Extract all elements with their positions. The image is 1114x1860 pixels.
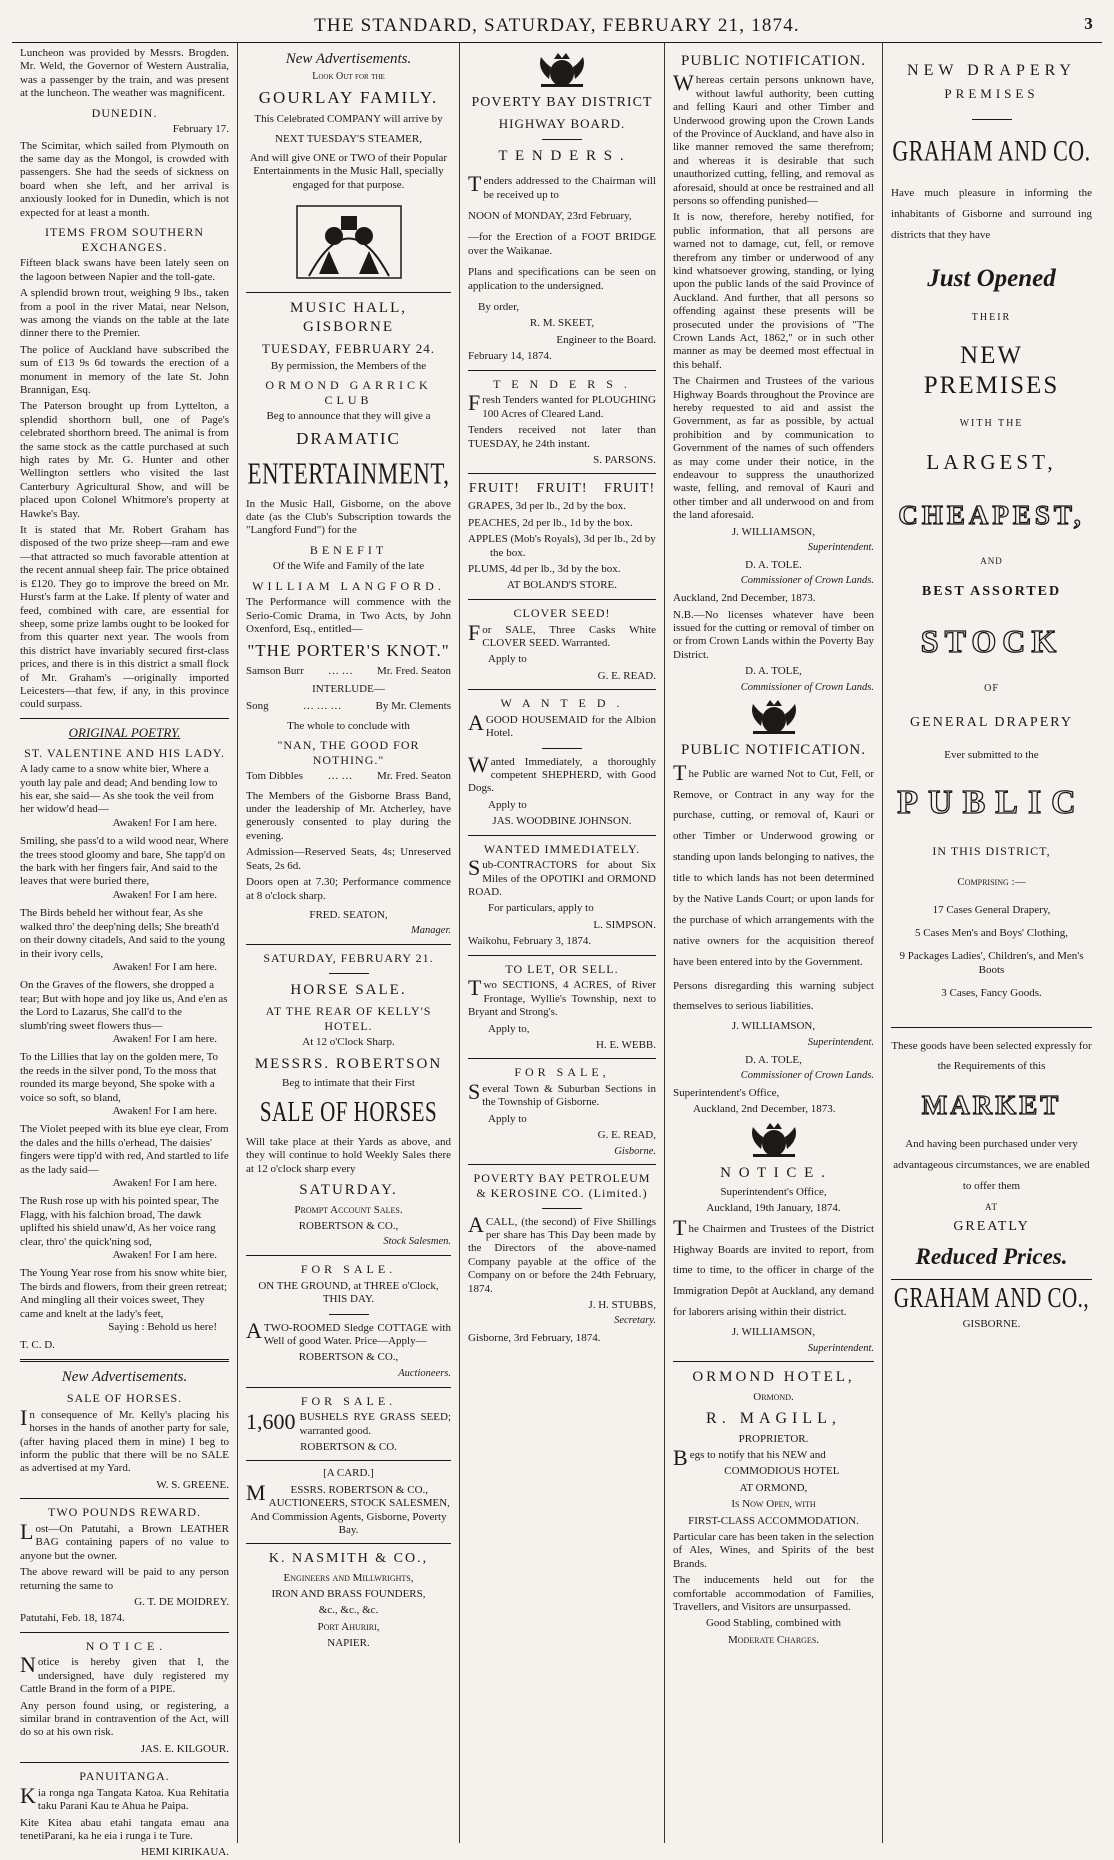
item-paragraph: The police of Auckland have subscribed the sum of £13 9s 6d towards the erection of a monument in memory of the late St. John Brannigan, Esq. — [20, 343, 229, 396]
poem-author: T. C. D. — [20, 1339, 55, 1352]
column-2 — [238, 43, 460, 1843]
stock-heading: STOCK — [920, 623, 1063, 660]
divider — [891, 1279, 1092, 1280]
divider — [246, 1543, 451, 1544]
poem-stanza: To the Lillies that lay on the golden mere, To the reeds in the silver pond, To the moss that rounded its marge beyond, She spoke with a voice so soft, so bland, Awaken! For I am here. — [20, 1051, 219, 1117]
masthead — [12, 10, 1102, 43]
cheapest-heading: CHEAPEST, — [898, 500, 1085, 531]
stubbs-title: Secretary. — [614, 1315, 656, 1327]
market-heading: MARKET — [921, 1090, 1062, 1121]
chairmen-text: The Chairmen and Trustees of the various Highway Boards throughout the Province are hereby requested to aid and assist the Government, as far as possible, by actual prohibition and by communication to Government of the names of such offenders as may come under their notice, in the endeavour to suppress the unauthorized waste, felling, and removal of Kauri and other timber and all underwood on and from the land aforesaid. — [673, 375, 874, 522]
langford-heading: WILLIAM LANGFORD. — [252, 578, 445, 593]
divider — [468, 955, 656, 956]
robertson-signature: ROBERTSON & CO., — [298, 1219, 399, 1232]
tole-title: Commissioner of Crown Lands. — [740, 575, 874, 587]
permission-line: By permission, the Members of the — [270, 359, 427, 372]
new-drapery-heading: NEW DRAPERY — [907, 62, 1076, 79]
sub-contractors-text: Sub-CONTRACTORS for about Six Miles of the OPOTIKI and ORMOND ROAD. — [468, 855, 656, 899]
fruit-heading: FRUIT! FRUIT! FRUIT! — [468, 481, 656, 497]
tole2-signature: D. A. TOLE, — [745, 665, 802, 678]
commodious-line: COMMODIOUS HOTEL — [724, 1465, 840, 1478]
begs-line: Begs to notify that his NEW and — [673, 1444, 826, 1470]
robertson-beg: Beg to intimate that their First — [282, 1076, 415, 1089]
panuitanga-heading: PANUITANGA. — [79, 1769, 170, 1784]
divider — [673, 1361, 874, 1362]
royal-crest-icon — [739, 698, 809, 736]
read2-place: Gisborne. — [614, 1145, 656, 1157]
board-heading-2: HIGHWAY BOARD. — [498, 116, 626, 132]
list-item: 9 Packages Ladies', Children's, and Men's Boots — [899, 950, 1084, 976]
announce-line: Beg to announce that they will give a — [266, 410, 431, 423]
dunedin-date: February 17. — [172, 123, 229, 136]
horses-signature: W. S. GREENE. — [156, 1478, 229, 1491]
poem-stanza: A lady came to a snow white bier, Where a youth lay pale and dead; And bending low to his ear, she said— As she took the veil from her widow'd head— Awaken! For I am here. — [20, 763, 218, 829]
short-rule — [542, 748, 582, 749]
music-hall-date: TUESDAY, FEBRUARY 24. — [262, 340, 435, 356]
kellys-line: AT THE REAR OF KELLY'S HOTEL. — [265, 1004, 432, 1033]
divider — [20, 718, 229, 719]
ever-line: Ever submitted to the — [944, 748, 1039, 761]
skeet-signature: R. M. SKEET, — [529, 317, 595, 330]
grass-text: BUSHELS RYE GRASS SEED; warranted good. — [299, 1411, 451, 1437]
just-opened: Just Opened — [927, 264, 1056, 292]
clover-apply: Apply to — [488, 653, 527, 666]
divider — [468, 599, 656, 600]
graham2-heading: GRAHAM AND CO., — [893, 1281, 1090, 1314]
of-line: OF — [984, 683, 999, 695]
notice-signature: JAS. E. KILGOUR. — [140, 1742, 229, 1755]
gourlay-text-3: And will give ONE or TWO of their Popular Entertainments in the Music Hall, specially engaged for that purpose. — [249, 152, 448, 191]
for-sale-heading: FOR SALE. — [300, 1262, 397, 1277]
column-1 — [12, 43, 238, 1859]
particular-text: Particular care has been taken in the selection of Ales, Wines, and Spirits of the best Brands. — [673, 1530, 874, 1570]
doors-text: Doors open at 7.30; Performance commence at 8 o'clock sharp. — [246, 876, 451, 902]
read-signature: G. E. READ. — [597, 669, 656, 682]
poem — [20, 763, 229, 1353]
district-line: IN THIS DISTRICT, — [932, 843, 1051, 858]
divider — [246, 1460, 451, 1461]
order-line: By order, — [478, 301, 520, 314]
public-notification-heading-2: PUBLIC NOTIFICATION. — [681, 742, 866, 759]
clover-text: For SALE, Three Casks White CLOVER SEED. Warranted. — [468, 619, 656, 649]
divider — [20, 1359, 229, 1362]
boland-line: AT BOLAND'S STORE. — [506, 579, 618, 592]
divider — [246, 1387, 451, 1388]
tole3-signature: D. A. TOLE, — [745, 1053, 802, 1066]
noon-line: NOON of MONDAY, 23rd February, — [468, 210, 632, 223]
dunedin-heading: DUNEDIN. — [91, 105, 158, 120]
parsons-signature: S. PARSONS. — [593, 453, 656, 466]
pleasure-text: Have much pleasure in informing the inhabitants of Gisborne and surround ing districts that they have — [891, 187, 1092, 241]
list-item: 3 Cases, Fancy Goods. — [941, 987, 1042, 1000]
divider — [246, 1255, 451, 1256]
robertson-heading: MESSRS. ROBERTSON — [254, 1055, 443, 1072]
tenders-heading: T E N D E R S . — [498, 147, 626, 164]
notice-text: Notice is hereby given that I, the undersigned, have duly registered my Cattle Brand in the form of a PIPE. — [20, 1652, 229, 1696]
poetry-heading: ORIGINAL POETRY. — [68, 724, 181, 740]
auckland-date: Auckland, 2nd December, 1873. — [673, 592, 816, 605]
board-heading-1: POVERTY BAY DISTRICT — [471, 95, 653, 110]
sale-of-horses-heading: SALE OF HORSES. — [66, 1391, 183, 1406]
item-paragraph: A splendid brown trout, weighing 9 lbs., taken from a pool in the river Matai, near Nelson, was among the viands on the table at the late dinner there to the Premier. — [20, 287, 229, 340]
gisborne-line: GISBORNE. — [962, 1317, 1021, 1330]
waikohu-date: Waikohu, February 3, 1874. — [468, 935, 592, 948]
dunedin-paragraph: The Scimitar, which sailed from Plymouth on the same day as the Mongol, is crowded with passengers. She had the seeds of sickness on board when she left, and her arrival is anxiously looked for in Dunedin, which is not expected for at least a month. — [20, 139, 229, 219]
sup-date: Auckland, 2nd December, 1873. — [693, 1103, 836, 1116]
to-let-apply: Apply to, — [488, 1022, 530, 1035]
masthead-title: THE STANDARD, SATURDAY, FEBRUARY 21, 1874. — [314, 15, 800, 36]
wanted-heading: W A N T E D . — [500, 696, 624, 711]
seaton-title: Manager. — [411, 925, 451, 937]
cottage-text: ATWO-ROOMED Sledge COTTAGE with Well of good Water. Price—Apply— — [246, 1317, 451, 1347]
reward-text: Lost—On Patutahi, a Brown LEATHER BAG containing papers of no value to anyone but the owner. — [20, 1518, 229, 1562]
garrick-club: ORMOND GARRICK CLUB — [265, 378, 432, 407]
clover-heading: CLOVER SEED! — [513, 605, 611, 620]
to-let-heading: TO LET, OR SELL. — [505, 961, 619, 976]
porters-knot-title: "THE PORTER'S KNOT." — [247, 640, 450, 660]
reduced-prices-heading: Reduced Prices. — [915, 1244, 1068, 1270]
iron-line: IRON AND BRASS FOUNDERS, — [271, 1587, 426, 1600]
whereas-text: Whereas certain persons unknown have, without lawful authority, been cutting and felling Kauri and other Timber and Underwood growing upon the Crown Lands of the Province of Auckland, and have also in like manner removed the same therefrom; and whereas it is desirable that such unauthorized cutting, felling, and removal as aforesaid, should at once be restrained and all persons so offending punished— — [673, 70, 874, 207]
sale-of-horses-heading: SALE OF HORSES — [259, 1095, 438, 1129]
divider — [20, 1632, 229, 1633]
for-sale-heading: FOR SALE, — [514, 1065, 610, 1080]
seaton-signature: FRED. SEATON, — [309, 908, 388, 921]
notice-heading: N O T I C E . — [720, 1164, 827, 1181]
horse-sale-heading: HORSE SALE. — [290, 981, 407, 998]
divider — [246, 292, 451, 293]
panuitanga-signature: HEMI KIRIKAUA. — [141, 1846, 229, 1859]
divider — [891, 1027, 1092, 1028]
williamson3-signature: J. WILLIAMSON, — [731, 1326, 816, 1339]
gourlay-heading: GOURLAY FAMILY. — [258, 88, 439, 108]
at-ormond-line: AT ORMOND, — [739, 1481, 808, 1494]
poem-stanza: The Violet peeped with its blue eye clear, From the dales and the hills o'erhead, The daisies' fingers were tipp'd with red, And startled to life as the lady said— Awaken! For I am here. — [20, 1123, 229, 1190]
performance-text: The Performance will commence with the Serio-Comic Drama, in Two Acts, by John Oxenford, Esq., entitled— — [246, 596, 451, 636]
tole-signature: D. A. TOLE. — [745, 558, 802, 571]
purchased-text: And having been purchased under very advantageous circumstances, we are enabled to offer them — [893, 1138, 1090, 1193]
largest-heading: LARGEST, — [926, 449, 1057, 474]
ormond-place: Ormond. — [753, 1390, 794, 1403]
williamson2-title: Superintendent. — [807, 1036, 874, 1048]
proprietor-line: PROPRIETOR. — [738, 1432, 809, 1445]
short-rule — [972, 119, 1012, 120]
kellys-time: At 12 o'Clock Sharp. — [302, 1036, 395, 1049]
etc-line: &c., &c., &c. — [318, 1604, 379, 1617]
dramatic-heading: DRAMATIC — [296, 428, 401, 448]
ormond-hotel-heading: ORMOND HOTEL, — [692, 1369, 855, 1386]
housemaid-text: AGOOD HOUSEMAID for the Albion Hotel. — [468, 709, 656, 740]
sections-apply: Apply to — [488, 1112, 527, 1125]
shepherd-apply: Apply to — [488, 798, 527, 811]
poem-title: ST. VALENTINE AND HIS LADY. — [24, 745, 225, 760]
ground-line: ON THE GROUND, at THREE o'Clock, THIS DAY. — [258, 1279, 439, 1306]
item-paragraph: It is stated that Mr. Robert Graham has disposed of the two prize sheep—ram and ewe—that attracted so much favorable attention at the recent annual sheep fair. The price obtained is £120. They go to improve the breed on Mr. Hurst's farm at the Lake. If plenty of water and feed, combined with care, are essential for sheep, some prize lambs ought to be looked for from this quarter next year. The wools from this district have invariably secured first-class prices, and there is in this district a small flock of Mr. Graham's —originally imported Leicesters—that few, if any, in this province could surpass. — [20, 524, 229, 711]
first-class-line: FIRST-CLASS ACCOMMODATION. — [688, 1514, 859, 1527]
call-text: ACALL, (the second) of Five Shillings per share has This Day been made by the Directors of the above-named Company payable at the office of the Company on or before the 24th February, 1874. — [468, 1211, 656, 1295]
general-drapery-heading: GENERAL DRAPERY — [910, 714, 1073, 730]
williamson2-signature: J. WILLIAMSON, — [731, 1020, 816, 1033]
cast-row: Tom Dibbles … … Mr. Fred. Seaton — [246, 770, 451, 783]
poem-stanza: Smiling, she pass'd to a wild wood near, Where the trees stood gloomy and bare, She tapp'd on the bark with her fingers fair, And said to the leaves that were buried there, Awaken! For I am here. — [20, 835, 229, 901]
reward-date: Patutahi, Feb. 18, 1874. — [20, 1612, 125, 1625]
their-line: THEIR — [971, 312, 1012, 324]
column-4 — [665, 43, 883, 1843]
nasmith-heading: K. NASMITH & CO., — [268, 1551, 429, 1567]
poem-stanza: The Young Year rose from his snow white bier, The birds and flowers, from their green retreat; And mingling all their voices sweet, They came and knelt at the lady's feet, Saying : Behold us here! — [20, 1267, 228, 1334]
johnson-signature: JAS. WOODBINE JOHNSON. — [492, 815, 632, 828]
cast-row: Samson Burr … … Mr. Fred. Seaton — [246, 665, 451, 678]
nb-text: N.B.—No licenses whatever have been issued for the cutting or removal of timber on or from Crown Lands within the Poverty Bay District. — [673, 608, 874, 661]
engineers-line: Engineers and Millwrights, — [283, 1571, 414, 1584]
napier-line: NAPIER. — [327, 1637, 370, 1650]
new-premises-heading: NEW PREMISES — [923, 341, 1060, 400]
page-number: 3 — [1084, 14, 1094, 33]
reward-heading: TWO POUNDS REWARD. — [48, 1505, 201, 1520]
premises-heading: PREMISES — [944, 85, 1039, 101]
royal-crest-icon — [739, 1121, 809, 1159]
comprising-line: Comprising :— — [957, 876, 1026, 889]
and-line: AND — [980, 556, 1003, 567]
new-ads-heading: New Advertisements. — [61, 1368, 188, 1385]
new-ads-heading: New Advertisements. — [285, 51, 412, 67]
grass-seed-ad — [246, 1411, 451, 1438]
webb-signature: H. E. WEBB. — [596, 1038, 656, 1051]
graham-heading: GRAHAM AND CO. — [892, 133, 1091, 168]
column-3 — [460, 43, 665, 1843]
bridge-line: —for the Erection of a FOOT BRIDGE over the Waikanae. — [468, 231, 656, 257]
notice-office: Superintendent's Office, — [720, 1185, 827, 1198]
divider — [246, 944, 451, 945]
card-label: [A CARD.] — [323, 1467, 374, 1480]
peaches-line: PEACHES, 2d per lb., 1d by the box. — [468, 516, 633, 529]
shepherd-text: Wanted Immediately, a thoroughly competent SHEPHERD, with Good Dogs. — [468, 751, 656, 795]
to-let-text: Two SECTIONS, 4 ACRES, of River Frontage, Wyllie's Township, next to Bryant and Strong's. — [468, 975, 656, 1019]
wanted2-heading: WANTED IMMEDIATELY. — [483, 841, 641, 856]
short-rule — [542, 1208, 582, 1209]
sections-text: Several Town & Suburban Sections in the Township of Gisborne. — [468, 1078, 656, 1109]
notice-text-2: Any person found using, or registering, a similar brand in contravention of the Act, will do so at his own risk. — [20, 1699, 229, 1739]
entertainment-text: In the Music Hall, Gisborne, on the above date (as the Club's Subscription towards the "Langford Fund") for the — [246, 497, 451, 537]
admission-text: Admission—Reserved Seats, 4s; Unreserved Seats, 2s 6d. — [246, 846, 451, 872]
williamson3-title: Superintendent. — [807, 1342, 874, 1354]
columns — [12, 43, 1102, 1859]
panuitanga-text-2: Kite Kitea abau etahi tangata emau ana tenetiParani, ka he eia i runga i te Ture. — [20, 1816, 229, 1843]
magill-heading: R. MAGILL, — [706, 1410, 841, 1428]
goods-list — [891, 904, 1092, 1001]
notice-date: Auckland, 19th January, 1874. — [706, 1202, 841, 1215]
grass-quantity: 1,600 — [246, 1409, 296, 1435]
divider — [468, 370, 656, 371]
divider — [468, 1058, 656, 1059]
particulars-line: For particulars, apply to — [488, 902, 594, 915]
at-line: AT — [985, 1201, 998, 1212]
tenders2-heading: T E N D E R S . — [493, 376, 631, 391]
card-text: MESSRS. ROBERTSON & CO., AUCTIONEERS, STOCK SALESMEN, And Commission Agents, Gisborne, Poverty Bay. — [246, 1479, 450, 1537]
prompt-line: Prompt Account Sales. — [294, 1203, 403, 1216]
public-heading: PUBLIC — [897, 784, 1086, 822]
ploughing-text: Fresh Tenders wanted for PLOUGHING 100 Acres of Cleared Land. — [468, 390, 656, 420]
disregarding-text: Persons disregarding this warning subject themselves to serious liabilities. — [673, 979, 874, 1013]
with-the-line: WITH THE — [959, 417, 1024, 429]
simpson-signature: L. SIMPSON. — [593, 918, 656, 931]
moderate-line: Moderate Charges. — [727, 1633, 820, 1646]
column-5 — [883, 43, 1100, 1843]
item-paragraph: Fifteen black swans have been lately seen on the lagoon between Napier and the toll-gate. — [20, 257, 229, 283]
port-line: Port Ahuriri, — [317, 1620, 380, 1633]
short-rule — [329, 973, 369, 974]
auctioneers-signature: ROBERTSON & CO., — [298, 1351, 399, 1364]
stubbs-date: Gisborne, 3rd February, 1874. — [468, 1332, 601, 1345]
grapes-line: GRAPES, 3d per lb., 2d by the box. — [468, 500, 626, 513]
horses-notice: In consequence of Mr. Kelly's placing his horses in the hands of another party for sale, (after having placed them in mine) I beg to inform the public that there will be no SALE as advertised at my Yard. — [20, 1404, 229, 1475]
poem-stanza: The Rush rose up with his pointed spear, The Flagg, with his falchion broad, The dawk uplifted his shield unaw'd, As her voice rang clear, thro' the quick'ning sod, Awaken! For I am here. — [20, 1195, 219, 1262]
divider — [468, 689, 656, 690]
for-sale-heading: FOR SALE. — [300, 1393, 397, 1408]
notice-heading: N O T I C E . — [85, 1638, 164, 1653]
divider — [20, 1762, 229, 1763]
items-heading: ITEMS FROM SOUTHERN EXCHANGES. — [44, 225, 204, 254]
auctioneers-title: Auctioneers. — [398, 1367, 451, 1379]
gourlay-text-1: This Celebrated COMPANY will arrive by — [254, 113, 443, 126]
band-text: The Members of the Gisborne Brass Band, under the leadership of Mr. Atcherley, have generously consented to play during the evening. — [246, 789, 451, 842]
best-assorted-heading: BEST ASSORTED — [921, 584, 1062, 600]
theatre-engraving — [289, 196, 409, 286]
now-text: It is now, therefore, hereby notified, for public information, that all persons are warned not to damage, cut, fell, or remove therefrom any timber or underwood of any kind whatsoever growing, standing, or lying upon the public lands of the said Province of Auckland. And further, that all persons so offending against these presents will be prosecuted under the provisions of "The Crown Lands Act, 1862," or in such other manner as may be deemed most effectual in this behalf. — [673, 211, 874, 371]
read2-signature: G. E. READ, — [597, 1129, 656, 1142]
divider — [468, 473, 656, 474]
apples-line: APPLES (Mob's Royals), 3d per lb., 2d by the box. — [468, 533, 656, 559]
conclude-line: The whole to conclude with — [287, 719, 410, 732]
sup-office: Superintendent's Office, — [673, 1086, 780, 1099]
petroleum-heading: POVERTY BAY PETROLEUM & KEROSINE CO. (Limited.) — [473, 1171, 651, 1200]
reward-signature: G. T. DE MOIDREY. — [134, 1595, 229, 1608]
list-item: 17 Cases General Drapery, — [932, 903, 1051, 916]
item-paragraph: The Paterson brought up from Lyttelton, a splendid shorthorn bull, one of Page's celebrated shorthorn breed. The animal is from the same stock as the cattle purchased at such high rates by Mr. G. Hunter and other Wellington settlers who visited the last Canterbury Agricultural Show, and will be placed upon Colonel Whitmore's property at Hawke's Bay. — [20, 400, 229, 520]
poem-stanza: On the Graves of the flowers, she dropped a tear; But with hope and joy like us, And e'en as the Lord to Lazarus, She call'd to the slumb'ring sweet flowers thus— Awaken! For I am here. — [20, 979, 228, 1045]
williamson-signature: J. WILLIAMSON, — [731, 525, 816, 538]
widow-line: Of the Wife and Family of the late — [272, 560, 425, 573]
saturday-date: SATURDAY, FEBRUARY 21. — [263, 951, 434, 966]
nan-title: "NAN, THE GOOD FOR NOTHING." — [277, 738, 420, 767]
short-rule — [329, 1314, 369, 1315]
song-row: Song … … … By Mr. Clements — [246, 700, 451, 713]
stabling-line: Good Stabling, combined with — [705, 1617, 842, 1630]
entertainment-heading: ENTERTAINMENT, — [247, 455, 450, 490]
divider — [468, 835, 656, 836]
inducements-text: The inducements held out for the comfortable accommodation of Families, Travellers, and Visitors are unsurpassed. — [673, 1574, 874, 1613]
benefit-heading: BENEFIT — [309, 542, 388, 557]
divider — [20, 1498, 229, 1499]
royal-crest-icon — [527, 51, 597, 89]
now-open-line: Is Now Open, with — [731, 1498, 816, 1511]
poem-stanza: The Birds beheld her without fear, As she walked thro' the deep'ning dells; She breath'd on their downy citadels, And said to the young in their ivory cells, Awaken! For I am here. — [20, 907, 225, 973]
stubbs-signature: J. H. STUBBS, — [588, 1299, 656, 1312]
skeet-date: February 14, 1874. — [468, 350, 552, 363]
lookout-line: Look Out for the — [312, 71, 385, 83]
ploughing-text-2: Tenders received not later than TUESDAY, he 24th instant. — [468, 424, 656, 450]
luncheon-paragraph: Luncheon was provided by Messrs. Brogden. Mr. Weld, the Governor of Western Australia, was a passenger by the train, and was present at the luncheon. The weather was magnificent. — [20, 47, 229, 100]
notice-text: The Chairmen and Trustees of the District Highway Boards are invited to report, from time to time, to the officer in charge of the Immigration Depôt at Auckland, any demand for laborers arising within their district. — [673, 1214, 874, 1319]
warned-text: The Public are warned Not to Cut, Fell, or Remove, or Contract in any way for the purchase, cutting, or removal of, Kauri or other Timber or Underwood growing or standing upon lands belonging to natives, the title to which lands has not been determined by the Native Lands Court; or upon lands for the purchase of which arrangements with the native owners for the acquisition thereof have been entered into by the Government. — [673, 759, 874, 968]
selected-text: These goods have been selected expressly for the Requirements of this — [891, 1039, 1092, 1073]
panuitanga-text: Kia ronga nga Tangata Katoa. Kua Rehitatia taku Parani Kau te Ahua he Paipa. — [20, 1782, 229, 1813]
list-item: 5 Cases Men's and Boys' Clothing, — [914, 926, 1069, 939]
music-hall-heading: MUSIC HALL, GISBORNE — [289, 300, 407, 335]
greatly-heading: GREATLY — [953, 1218, 1030, 1234]
tenders-text: Tenders addressed to the Chairman will be received up to — [468, 171, 656, 201]
robertson-title: Stock Salesmen. — [383, 1236, 451, 1248]
saturday-heading: SATURDAY. — [299, 1182, 398, 1199]
interlude-heading: INTERLUDE— — [312, 682, 385, 695]
reward-text-2: The above reward will be paid to any person returning the same to — [20, 1566, 229, 1592]
sale-horses-text: Will take place at their Yards as above, and they will continue to hold Weekly Sales there at 12 o'clock sharp every — [246, 1136, 451, 1175]
tole2-title: Commissioner of Crown Lands. — [740, 681, 874, 693]
tole3-title: Commissioner of Crown Lands. — [740, 1069, 874, 1081]
williamson-title: Superintendent. — [807, 542, 874, 554]
short-rule — [542, 139, 582, 140]
plans-line: Plans and specifications can be seen on application to the undersigned. — [468, 266, 656, 292]
gourlay-text-2: NEXT TUESDAY'S STEAMER, — [275, 132, 422, 145]
public-notification-heading: PUBLIC NOTIFICATION. — [681, 53, 866, 69]
grass-signature: ROBERTSON & CO. — [300, 1441, 397, 1454]
plums-line: PLUMS, 4d per lb., 3d by the box. — [468, 563, 621, 576]
divider — [468, 1164, 656, 1165]
skeet-title: Engineer to the Board. — [556, 333, 656, 346]
